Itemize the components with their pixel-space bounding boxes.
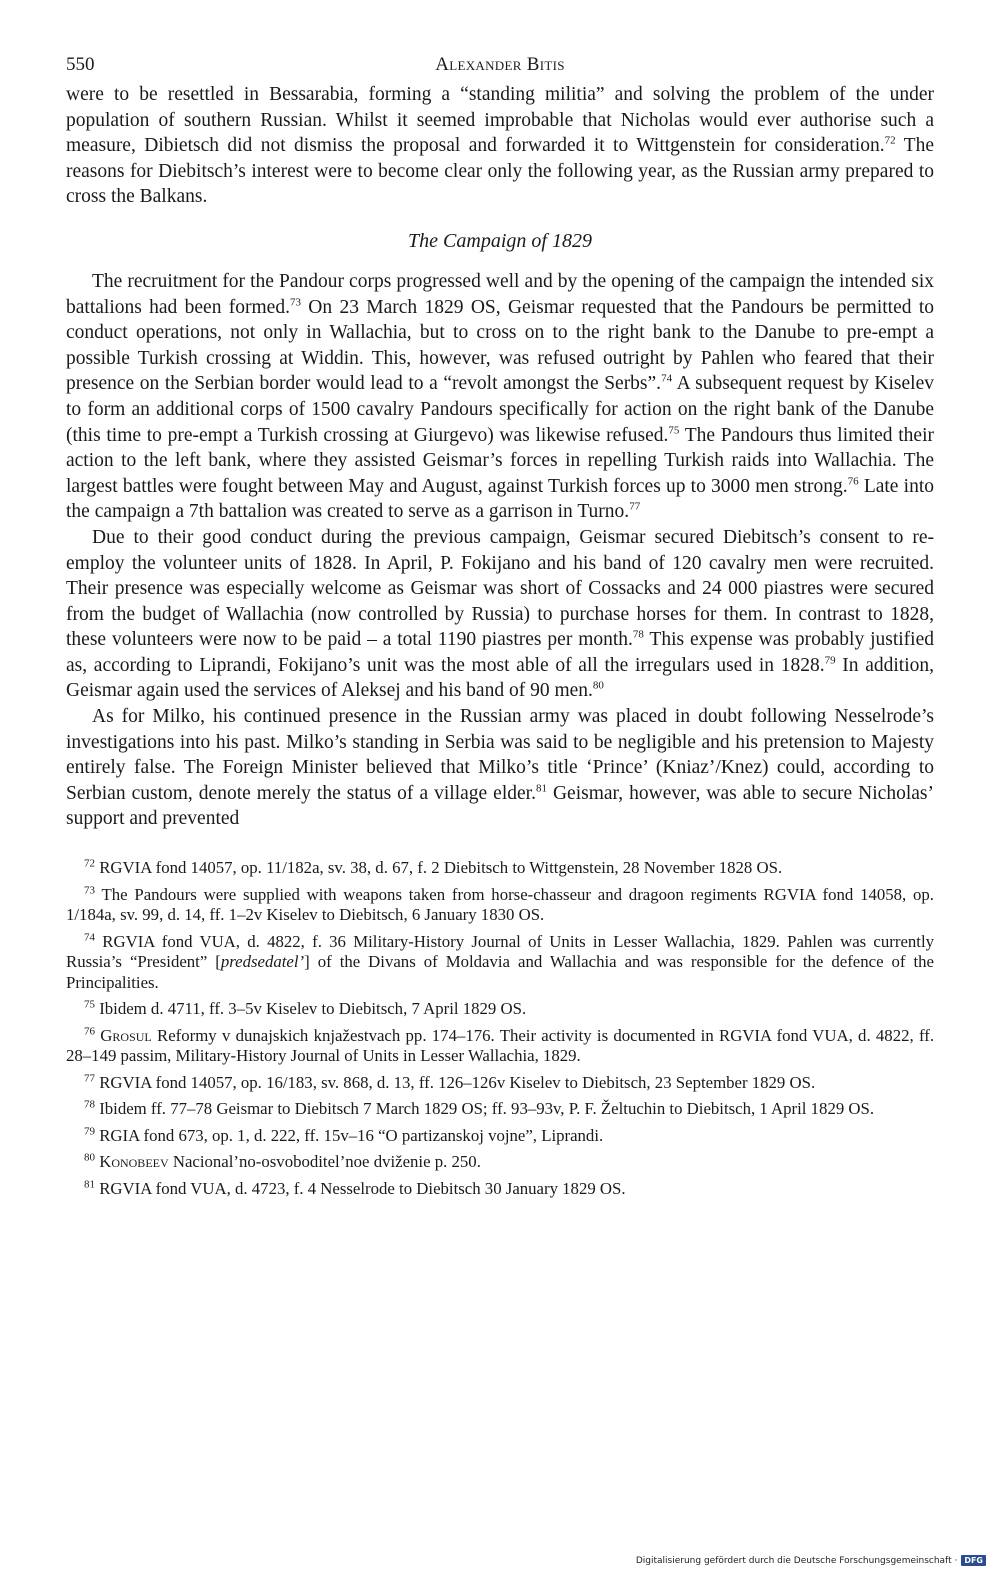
text-span: Geismar, however, was able to secure Nicholas’ support and prevented	[66, 782, 934, 830]
page	[66, 48, 934, 1205]
footnote-74	[66, 932, 934, 994]
digitization-footer	[636, 1555, 986, 1566]
footnote-number: 80	[84, 1151, 95, 1164]
footnote-number: 77	[84, 1071, 95, 1084]
paragraph-4	[66, 704, 934, 832]
footnote-ref-74[interactable]: 74	[661, 372, 673, 385]
dfg-logo-icon: DFG	[961, 1555, 986, 1566]
footnote-81	[66, 1179, 934, 1200]
footnote-ref-76[interactable]: 76	[847, 475, 859, 488]
footnote-number: 74	[84, 930, 95, 943]
footnote-73	[66, 885, 934, 926]
text-span: In addition, Geismar again used the services of Aleksej and his band of 90 men.	[66, 654, 934, 702]
footnote-author: Grosul	[95, 1025, 152, 1045]
footnote-ref-75[interactable]: 75	[668, 424, 680, 437]
page-number: 550	[66, 54, 95, 75]
page-header	[66, 48, 934, 82]
footnote-author: Konobeev	[95, 1152, 169, 1172]
paragraph-1	[66, 82, 934, 210]
footnote-text: The Pandours were supplied with weapons taken from horse-chasseur and dragoon regiments RGVIA fond 14058, op. 1/184a, sv. 99, d. 14, ff. 1–2v Kiselev to Diebitsch, 6 January 1830 OS.	[66, 884, 934, 925]
footnote-number: 75	[84, 998, 95, 1011]
text-span: This expense was probably justified as, according to Liprandi, Fokijano’s unit was the most able of all the irregulars used in 1828.	[66, 629, 934, 676]
footnote-ref-73[interactable]: 73	[289, 296, 301, 309]
text-span: Due to their good conduct during the previous campaign, Geismar secured Diebitsch’s consent to re-employ the volunteer units of 1828. In April, P. Fokijano and his band of 120 cavalry men were recruited. Their presence was especially welcome as Geismar was short of Cossacks and 24 000 piastres were secured from the budget of Wallachia (now controlled by Russia) to purchase horses for them. In contrast to 1828, these volunteers were now to be paid – a total 1190 piastres per month.	[66, 526, 934, 651]
footnote-text: Ibidem d. 4711, ff. 3–5v Kiselev to Diebitsch, 7 April 1829 OS.	[95, 999, 527, 1019]
footnotes	[66, 858, 934, 1199]
footnote-text: RGVIA fond VUA, d. 4723, f. 4 Nesselrode to Diebitsch 30 January 1829 OS.	[95, 1178, 626, 1198]
footnote-text: Nacional’no-osvoboditel’noe dviženie p. 250.	[168, 1152, 481, 1172]
text-span: were to be resettled in Bessarabia, forming a “standing militia” and solving the problem of the under population of southern Russian. Whilst it seemed improbable that Nicholas would ever authorise such a measure, Dibietsch did not dismiss the proposal and forwarded it to Wittgenstein for consideration.	[66, 84, 934, 157]
footnote-italic-term: predsedatel’	[220, 952, 305, 972]
text-span: A subsequent request by Kiselev to form an additional corps of 1500 cavalry Pandours specifically for action on the right bank of the Danube (this time to pre-empt a Turkish crossing at Giurgevo) was likewise refused.	[66, 373, 934, 446]
footnote-ref-78[interactable]: 78	[632, 628, 644, 641]
footnote-75	[66, 999, 934, 1020]
footnote-ref-79[interactable]: 79	[824, 654, 836, 667]
footnote-text: ] of the Divans of Moldavia and Wallachia and was responsible for the defence of the Principalities.	[66, 952, 934, 992]
footnote-number: 81	[84, 1177, 95, 1190]
footnote-number: 73	[84, 883, 95, 896]
footnote-ref-80[interactable]: 80	[592, 679, 604, 692]
footnote-80	[66, 1152, 934, 1173]
text-span: The Pandours thus limited their action to the left bank, where they assisted Geismar’s forces in repelling Turkish raids into Wallachia. The largest battles were fought between May and August, against Turkish forces up to 3000 men strong.	[66, 424, 934, 497]
footer-text: Digitalisierung gefördert durch die Deutsche Forschungsgemeinschaft ·	[635, 1555, 958, 1566]
footnote-text: Reformy v dunajskich knjažestvach pp. 174–176. Their activity is documented in RGVIA fond VUA, d. 4822, ff. 28–149 passim, Military-History Journal of Units in Lesser Wallachia, 1829.	[66, 1025, 935, 1066]
footnote-ref-72[interactable]: 72	[884, 134, 896, 147]
footnote-number: 78	[84, 1098, 95, 1111]
paragraph-2	[66, 269, 934, 525]
body-text	[66, 82, 934, 832]
footnote-number: 72	[84, 857, 95, 870]
footnote-number: 76	[84, 1024, 95, 1037]
paragraph-3	[66, 525, 934, 704]
footnote-ref-77[interactable]: 77	[629, 500, 641, 513]
text-span: The recruitment for the Pandour corps progressed well and by the opening of the campaign the intended six battalions had been formed.	[66, 270, 934, 318]
text-span: As for Milko, his continued presence in the Russian army was placed in doubt following Nesselrode’s investigations into his past. Milko’s standing in Serbia was said to be negligible and his pretension to Majesty entirely false. The Foreign Minister believed that Milko’s title ‘Prince’ (Kniaz’/Knez) could, according to Serbian custom, denote merely the status of a village elder.	[66, 706, 934, 804]
footnote-text: RGVIA fond VUA, d. 4822, f. 36 Military-History Journal of Units in Lesser Wallachia, 1829. Pahlen was currently Russia’s “President” [	[66, 931, 934, 972]
footnote-77	[66, 1073, 934, 1094]
footnote-78	[66, 1099, 934, 1120]
footnote-ref-81[interactable]: 81	[535, 782, 547, 795]
running-head: Alexander Bitis	[435, 54, 565, 75]
footnote-72	[66, 858, 934, 879]
footnote-76	[66, 1026, 934, 1067]
footnote-79	[66, 1126, 934, 1147]
text-span: The reasons for Diebitsch’s interest were to become clear only the following year, as the Russian army prepared to cross the Balkans.	[66, 135, 934, 208]
text-span: Late into the campaign a 7th battalion was created to serve as a garrison in Turno.	[66, 475, 934, 523]
section-heading: The Campaign of 1829	[408, 229, 592, 252]
text-span: On 23 March 1829 OS, Geismar requested that the Pandours be permitted to conduct operations, not only in Wallachia, but to cross on to the right bank to the Danube to pre-empt a possible Turkish crossing at Widdin. This, however, was refused outright by Pahlen who feared that their presence on the Serbian border would lead to a “revolt amongst the Serbs”.	[66, 296, 934, 395]
footnote-text: Ibidem ff. 77–78 Geismar to Diebitsch 7 March 1829 OS; ff. 93–93v, P. F. Želtuchin to Diebitsch, 1 April 1829 OS.	[95, 1099, 875, 1119]
footnote-text: RGIA fond 673, op. 1, d. 222, ff. 15v–16 “O partizanskoj vojne”, Liprandi.	[95, 1125, 604, 1145]
footnote-text: RGVIA fond 14057, op. 11/182a, sv. 38, d. 67, f. 2 Diebitsch to Wittgenstein, 28 November 1828 OS.	[95, 858, 783, 878]
footnote-number: 79	[84, 1124, 95, 1137]
footnote-text: RGVIA fond 14057, op. 16/183, sv. 868, d. 13, ff. 126–126v Kiselev to Diebitsch, 23 September 1829 OS.	[95, 1072, 816, 1092]
